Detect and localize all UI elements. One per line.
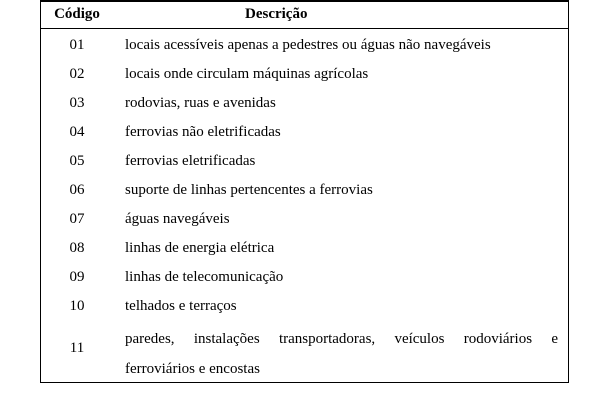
- row-description: linhas de telecomunicação: [125, 269, 284, 285]
- table-row: [41, 263, 568, 292]
- row-description: rodovias, ruas e avenidas: [125, 95, 276, 111]
- row-description-line: ferroviários e encostas: [125, 361, 260, 377]
- row-description: águas navegáveis: [125, 211, 230, 227]
- header-code: Código: [54, 6, 100, 22]
- row-code: 03: [69, 95, 85, 111]
- row-code: 01: [69, 37, 85, 53]
- row-description: ferrovias eletrificadas: [125, 153, 256, 169]
- table-row: [41, 205, 568, 234]
- row-description: ferrovias não eletrificadas: [125, 124, 281, 140]
- row-code: 02: [69, 66, 85, 82]
- code-description-table: [40, 0, 569, 383]
- row-code: 09: [69, 269, 85, 285]
- table-header-row: [41, 2, 568, 29]
- row-description: locais onde circulam máquinas agrícolas: [125, 66, 369, 82]
- row-code: 06: [69, 182, 85, 198]
- table-row: [41, 60, 568, 89]
- row-code: 11: [69, 340, 85, 356]
- table-row: [41, 176, 568, 205]
- table-row: [41, 89, 568, 118]
- table-row: [41, 118, 568, 147]
- table-row: [41, 320, 568, 380]
- row-description: telhados e terraços: [125, 298, 237, 314]
- row-description: linhas de energia elétrica: [125, 240, 275, 256]
- row-description: suporte de linhas pertencentes a ferrovias: [125, 182, 373, 198]
- table-row: [41, 234, 568, 263]
- row-code: 05: [69, 153, 85, 169]
- row-code: 04: [69, 124, 85, 140]
- row-code: 08: [69, 240, 85, 256]
- table-row: [41, 147, 568, 176]
- table-row: [41, 292, 568, 321]
- row-description: locais acessíveis apenas a pedestres ou águas não navegáveis: [125, 37, 491, 53]
- row-description-line: paredes, instalações transportadoras, veículos rodoviários e: [125, 331, 558, 347]
- table-row: [41, 31, 568, 60]
- row-code: 07: [69, 211, 85, 227]
- row-code: 10: [69, 298, 85, 314]
- row-description: [125, 324, 558, 384]
- header-description: Descrição: [245, 6, 308, 22]
